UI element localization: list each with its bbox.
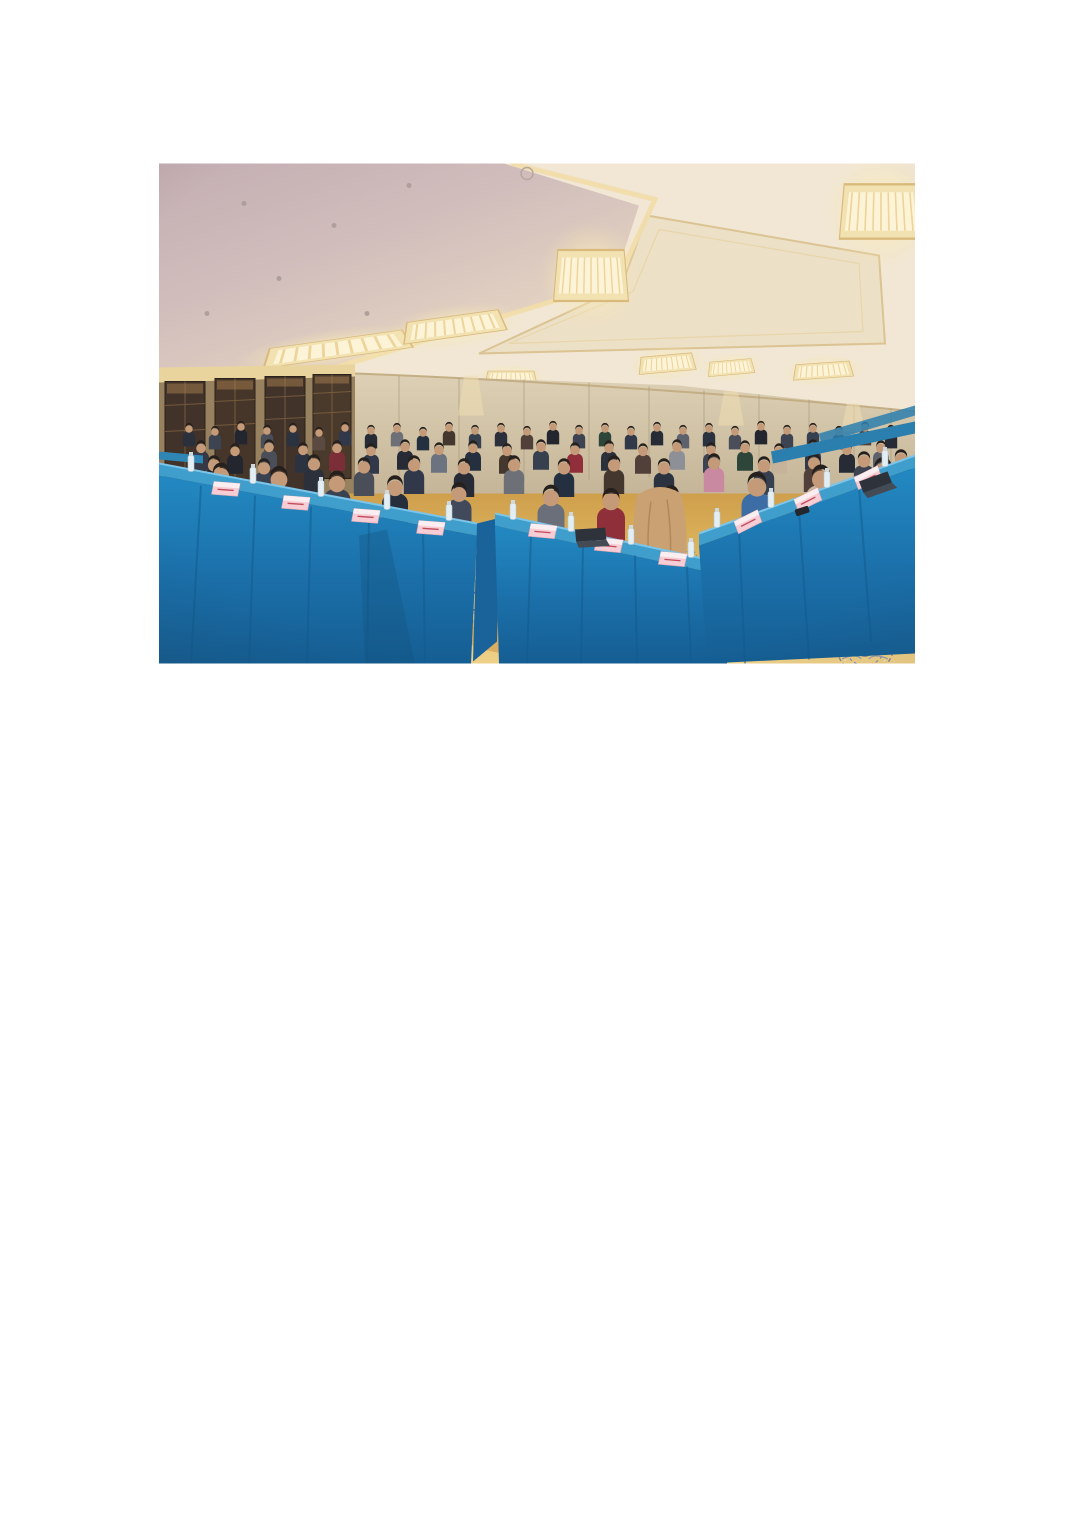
conference-photo-illustration (159, 163, 915, 664)
page-body (159, 149, 915, 678)
conference-photo (159, 163, 915, 664)
